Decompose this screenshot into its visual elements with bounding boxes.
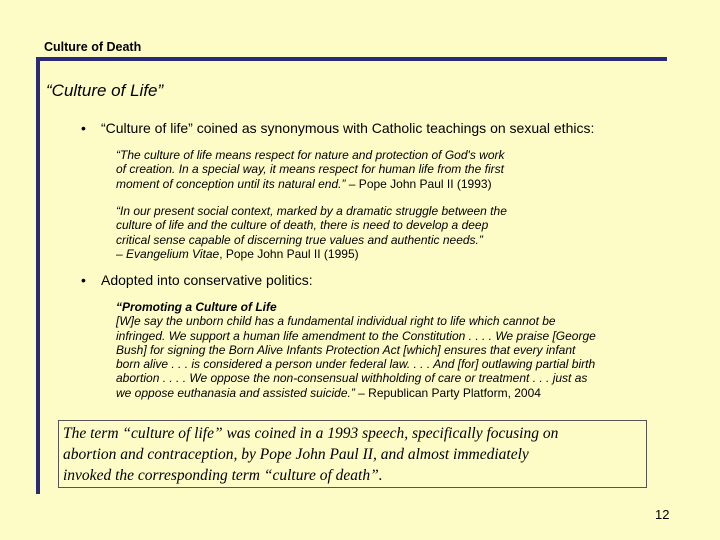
bullet-text: Adopted into conservative politics: <box>101 272 313 288</box>
bullet-marker: • <box>81 120 86 136</box>
quote-source: – Pope John Paul II (1993) <box>345 176 492 191</box>
quote-1993 <box>116 148 596 191</box>
quote-text: “In our present social context, marked by a dramatic struggle between the culture of life and the culture of death, there is need to develop a deep critical sense capable of discerning true values and authentic needs.” <box>116 204 507 247</box>
quote-text: “The culture of life means respect for nature and protection of God's work of creation. In a special way, it means respect for human life from the first moment of conception until its natural end.” <box>116 148 505 191</box>
quote-source-rest: , Pope John Paul II (1995) <box>219 246 359 261</box>
quote-text: [W]e say the unborn child has a fundamental individual right to life which cannot be infringed. We support a human life amendment to the Constitution . . . . We praise [George Bush] for signing the Born Alive Infants Protection Act [which] ensures that every infant born alive . . . is considered a person under federal law. . . . And [for] outlawing partial birth abortion . . . . We oppose the non-consensual withholding of care or treatment . . . just as we oppose euthanasia and assisted suicide.” <box>116 314 596 400</box>
quote-source: – Republican Party Platform, 2004 <box>354 385 541 400</box>
header-rule <box>36 57 667 61</box>
slide-title: “Culture of Life” <box>46 81 164 100</box>
section-header: Culture of Death <box>44 40 142 54</box>
quote-1995 <box>116 204 596 261</box>
bullet-text: “Culture of life” coined as synonymous with Catholic teachings on sexual ethics: <box>101 120 595 136</box>
quote-source-work: Evangelium Vitae <box>126 246 220 261</box>
quote-heading: “Promoting a Culture of Life <box>116 300 277 314</box>
quote-republican-platform <box>116 300 676 400</box>
callout-box: The term “culture of life” was coined in a 1993 speech, specifically focusing on abortion and contraception, by Pope John Paul II, and almost immediately invoked the corresponding term “culture of death”. <box>58 420 647 488</box>
quote-source-prefix: – <box>116 246 127 261</box>
page-number: 12 <box>655 507 670 522</box>
bullet-conservative-politics <box>81 272 313 288</box>
bullet-culture-of-life <box>81 120 594 136</box>
bullet-marker: • <box>81 272 86 288</box>
left-rule <box>36 57 40 494</box>
